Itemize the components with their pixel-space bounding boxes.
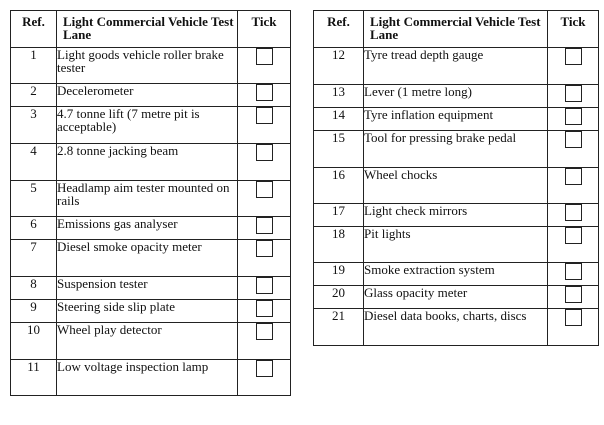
tick-cell — [238, 84, 291, 107]
tick-checkbox[interactable] — [565, 108, 582, 125]
equipment-name: Diesel smoke opacity meter — [57, 240, 238, 277]
tick-cell — [548, 85, 599, 108]
table-header-row — [314, 11, 599, 48]
tick-cell — [238, 144, 291, 181]
tick-cell — [548, 227, 599, 263]
equipment-name: Wheel chocks — [364, 168, 548, 204]
equipment-name: Diesel data books, charts, discs — [364, 309, 548, 346]
tick-cell — [238, 240, 291, 277]
tick-cell — [548, 309, 599, 346]
table-row — [11, 48, 291, 84]
tick-cell — [238, 217, 291, 240]
equipment-name: Tyre inflation equipment — [364, 108, 548, 131]
table-row — [11, 360, 291, 396]
equipment-name: Light check mirrors — [364, 204, 548, 227]
ref-number: 9 — [11, 300, 57, 323]
equipment-name: Headlamp aim tester mounted on rails — [57, 181, 238, 217]
tick-checkbox[interactable] — [256, 144, 273, 161]
equipment-name: Light goods vehicle roller brake tester — [57, 48, 238, 84]
table-header-row — [11, 11, 291, 48]
ref-number: 13 — [314, 85, 364, 108]
table-row — [11, 144, 291, 181]
ref-number: 2 — [11, 84, 57, 107]
table-row — [314, 227, 599, 263]
table-row — [11, 181, 291, 217]
tick-cell — [548, 48, 599, 85]
tick-checkbox[interactable] — [256, 84, 273, 101]
tick-checkbox[interactable] — [565, 48, 582, 65]
table-row — [314, 168, 599, 204]
tick-cell — [548, 263, 599, 286]
equipment-name: Tool for pressing brake pedal — [364, 131, 548, 168]
ref-number: 4 — [11, 144, 57, 181]
ref-number: 1 — [11, 48, 57, 84]
tick-cell — [548, 131, 599, 168]
tick-checkbox[interactable] — [256, 107, 273, 124]
tick-checkbox[interactable] — [256, 48, 273, 65]
table-row — [11, 217, 291, 240]
equipment-name: Lever (1 metre long) — [364, 85, 548, 108]
ref-number: 18 — [314, 227, 364, 263]
table-row — [314, 286, 599, 309]
ref-number: 17 — [314, 204, 364, 227]
ref-number: 12 — [314, 48, 364, 85]
equipment-name: 2.8 tonne jacking beam — [57, 144, 238, 181]
tick-checkbox[interactable] — [565, 85, 582, 102]
tick-cell — [548, 204, 599, 227]
ref-number: 21 — [314, 309, 364, 346]
table-row — [314, 309, 599, 346]
tick-checkbox[interactable] — [565, 263, 582, 280]
ref-column-header: Ref. — [11, 11, 57, 48]
table-row — [314, 131, 599, 168]
tick-checkbox[interactable] — [256, 277, 273, 294]
tick-checkbox[interactable] — [565, 286, 582, 303]
equipment-name: Low voltage inspection lamp — [57, 360, 238, 396]
table-row — [314, 85, 599, 108]
ref-number: 3 — [11, 107, 57, 144]
ref-number: 8 — [11, 277, 57, 300]
tick-column-header: Tick — [548, 11, 599, 48]
tick-checkbox[interactable] — [256, 181, 273, 198]
equipment-name: Glass opacity meter — [364, 286, 548, 309]
tick-cell — [238, 323, 291, 360]
tick-checkbox[interactable] — [565, 131, 582, 148]
tick-checkbox[interactable] — [256, 217, 273, 234]
equipment-name: 4.7 tonne lift (7 metre pit is acceptable) — [57, 107, 238, 144]
ref-number: 11 — [11, 360, 57, 396]
equipment-name: Emissions gas analyser — [57, 217, 238, 240]
tick-checkbox[interactable] — [565, 204, 582, 221]
ref-number: 7 — [11, 240, 57, 277]
tick-checkbox[interactable] — [256, 360, 273, 377]
equipment-name: Wheel play detector — [57, 323, 238, 360]
equipment-name: Steering side slip plate — [57, 300, 238, 323]
tick-checkbox[interactable] — [256, 240, 273, 257]
ref-column-header: Ref. — [314, 11, 364, 48]
table-row — [11, 323, 291, 360]
ref-number: 16 — [314, 168, 364, 204]
tick-checkbox[interactable] — [565, 227, 582, 244]
ref-number: 15 — [314, 131, 364, 168]
table-row — [11, 240, 291, 277]
equipment-name: Smoke extraction system — [364, 263, 548, 286]
equipment-column-header: Light Commercial Vehicle Test Lane — [364, 11, 548, 48]
equipment-name: Suspension tester — [57, 277, 238, 300]
tick-cell — [238, 48, 291, 84]
tick-cell — [238, 107, 291, 144]
tick-checkbox[interactable] — [565, 168, 582, 185]
equipment-name: Pit lights — [364, 227, 548, 263]
table-row — [11, 277, 291, 300]
tick-checkbox[interactable] — [256, 323, 273, 340]
table-row — [314, 108, 599, 131]
tick-cell — [238, 277, 291, 300]
table-row — [314, 204, 599, 227]
equipment-name: Tyre tread depth gauge — [364, 48, 548, 85]
ref-number: 5 — [11, 181, 57, 217]
equipment-name: Decelerometer — [57, 84, 238, 107]
ref-number: 10 — [11, 323, 57, 360]
tick-cell — [548, 168, 599, 204]
table-row — [314, 263, 599, 286]
left-equipment-table — [10, 10, 291, 396]
tick-checkbox[interactable] — [565, 309, 582, 326]
tick-cell — [238, 360, 291, 396]
ref-number: 6 — [11, 217, 57, 240]
table-row — [11, 107, 291, 144]
equipment-column-header: Light Commercial Vehicle Test Lane — [57, 11, 238, 48]
tick-cell — [238, 300, 291, 323]
ref-number: 14 — [314, 108, 364, 131]
tick-cell — [548, 286, 599, 309]
tick-cell — [548, 108, 599, 131]
right-equipment-table — [313, 10, 599, 346]
tick-cell — [238, 181, 291, 217]
table-row — [11, 84, 291, 107]
table-row — [314, 48, 599, 85]
ref-number: 19 — [314, 263, 364, 286]
ref-number: 20 — [314, 286, 364, 309]
tick-checkbox[interactable] — [256, 300, 273, 317]
table-row — [11, 300, 291, 323]
tick-column-header: Tick — [238, 11, 291, 48]
